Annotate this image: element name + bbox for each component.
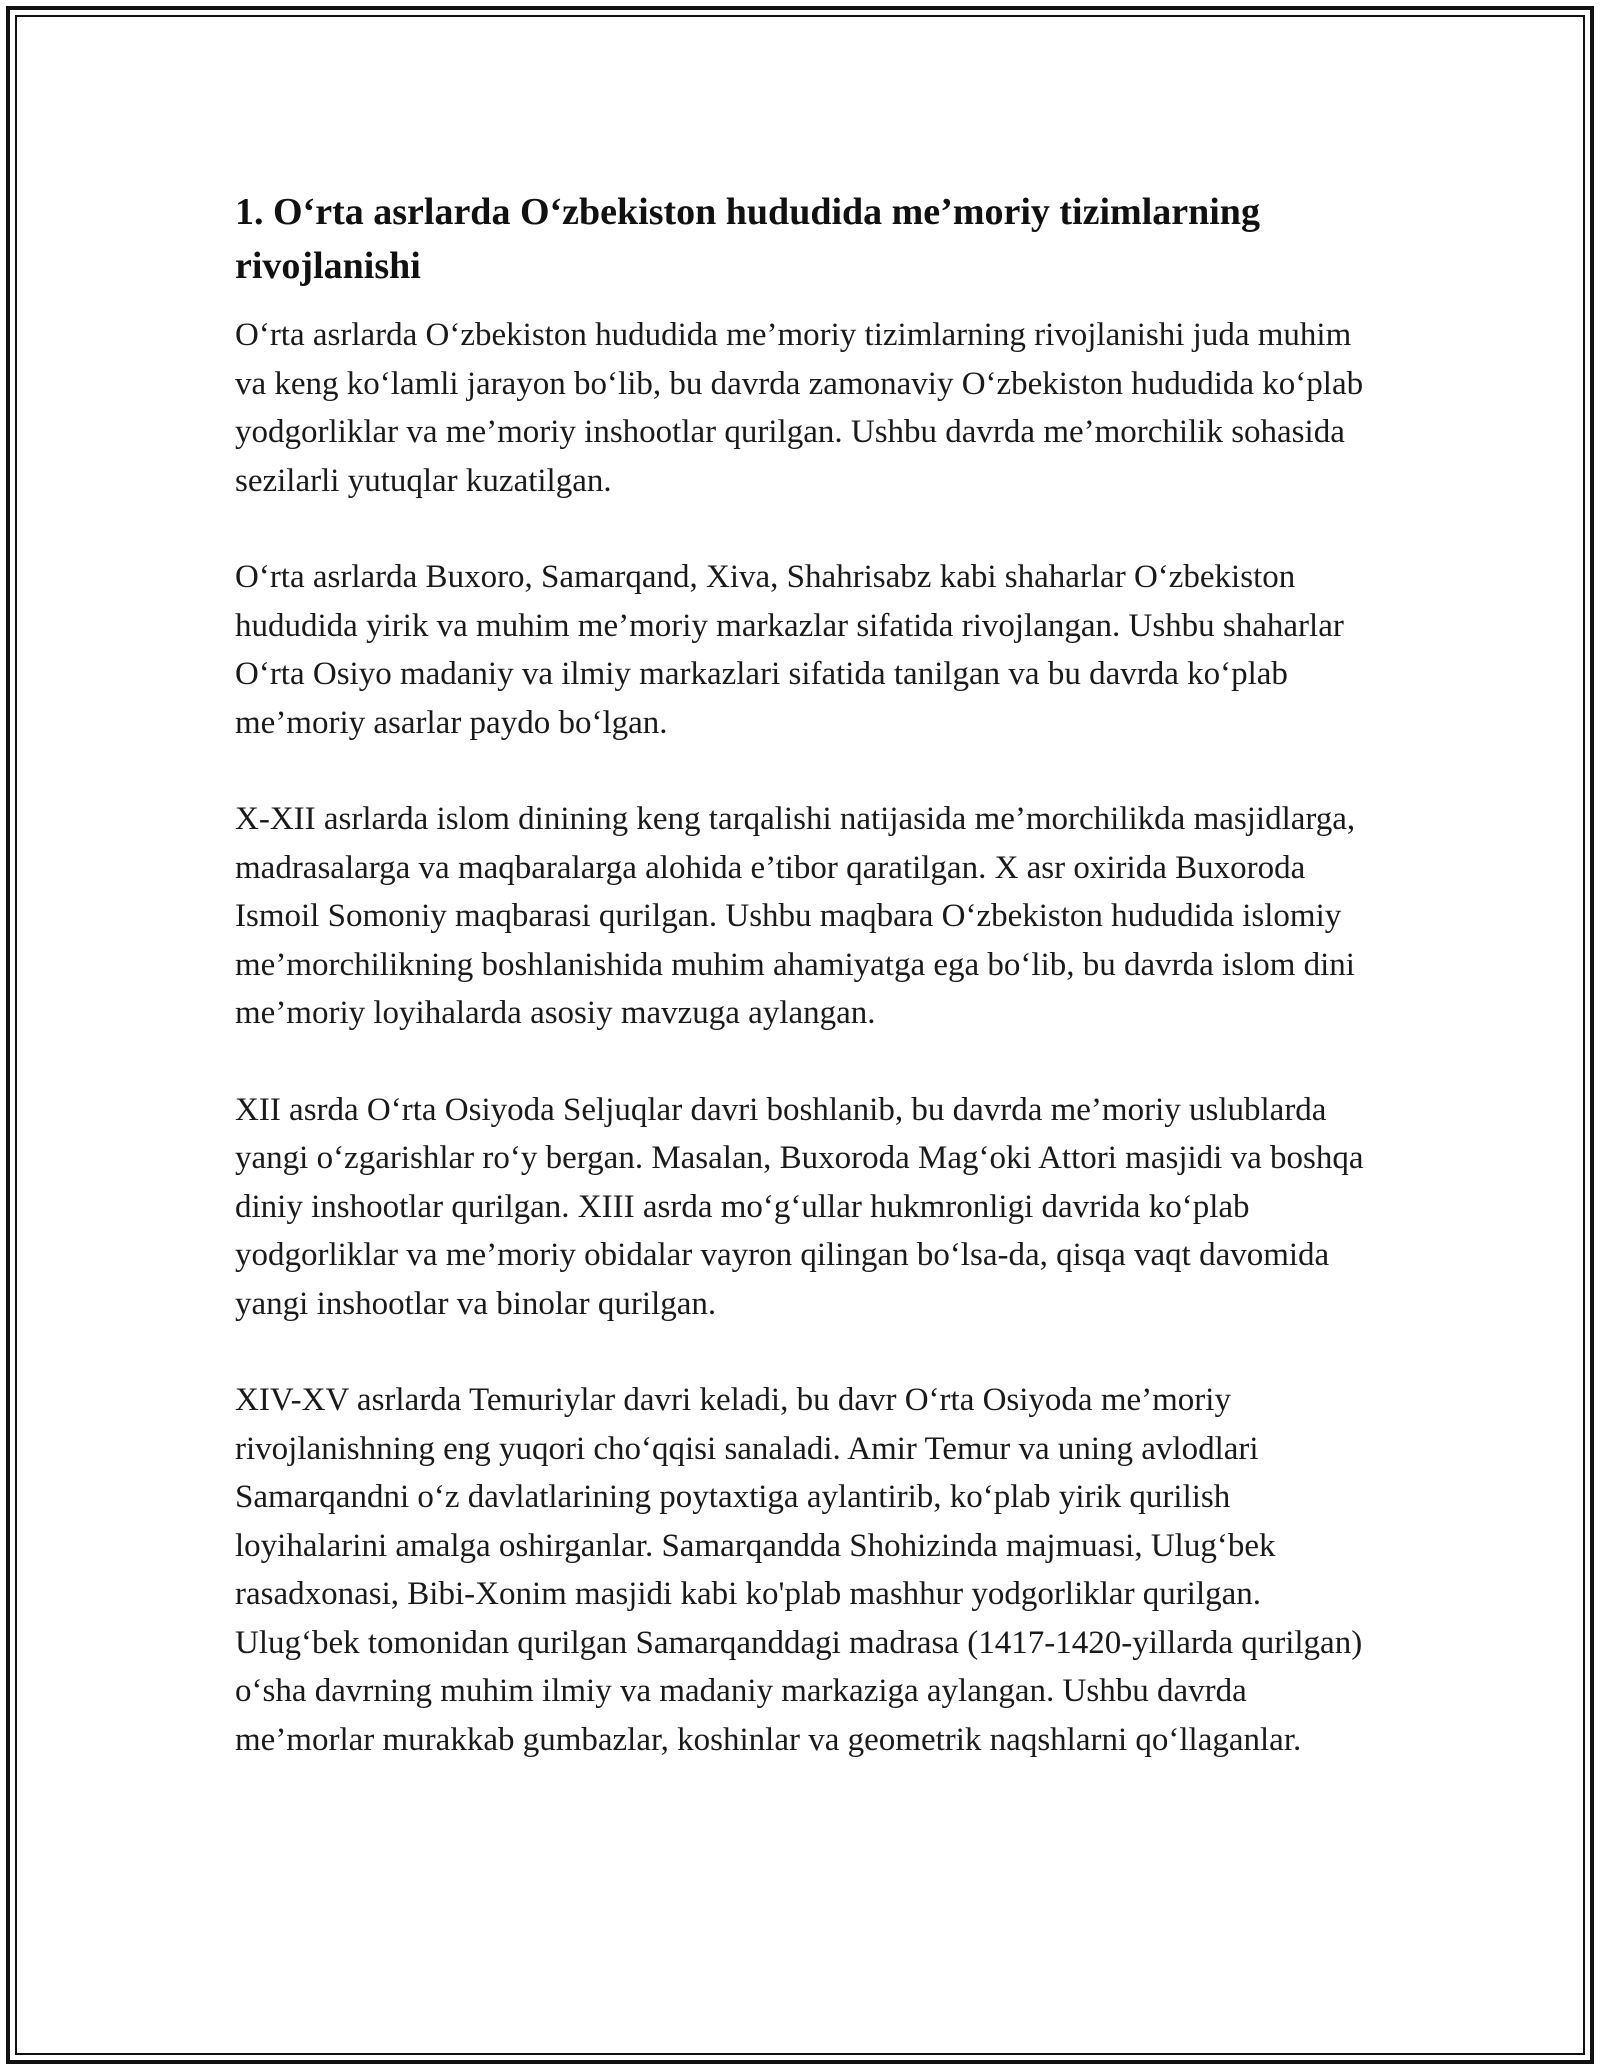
paragraph-1: O‘rta asrlarda O‘zbekiston hududida me’moriy tizimlarning rivojlanishi juda muhim va keng ko‘lamli jarayon bo‘lib, bu davrda zamonaviy O‘zbekiston hududida ko‘plab yodgorliklar va me’moriy inshootlar qurilgan. Ushbu davrda me’morchilik sohasida sezilarli yutuqlar kuzatilgan. — [235, 317, 1364, 499]
paragraph-4: XII asrda O‘rta Osiyoda Seljuqlar davri boshlanib, bu davrda me’moriy uslublarda yangi o‘zgarishlar ro‘y bergan. Masalan, Buxoroda Mag‘oki Attori masjidi va boshqa diniy inshootlar qurilgan. XIII asrda mo‘g‘ullar hukmronligi davrida ko‘plab yodgorliklar va me’moriy obidalar vayron qilingan bo‘lsa-da, qisqa vaqt davomida yangi inshootlar va binolar qurilgan. — [235, 1091, 1364, 1322]
paragraph-5: XIV-XV asrlarda Temuriylar davri keladi, bu davr O‘rta Osiyoda me’moriy rivojlanishning eng yuqori cho‘qqisi sanaladi. Amir Temur va uning avlodlari Samarqandni o‘z davlatlarining poytaxtiga aylantirib, ko‘plab yirik qurilish loyihalarini amalga oshirganlar. Samarqandda Shohizinda majmuasi, Ulug‘bek rasadxonasi, Bibi-Xonim masjidi kabi ko'plab mashhur yodgorliklar qurilgan. Ulug‘bek tomonidan qurilgan Samarqanddagi madrasa (1417-1420-yillarda qurilgan) o‘sha davrning muhim ilmiy va madaniy markaziga aylangan. Ushbu davrda me’morlar murakkab gumbazlar, koshinlar va geometrik naqshlarni qo‘llaganlar. — [235, 1382, 1363, 1758]
paragraph-3: X-XII asrlarda islom dinining keng tarqalishi natijasida me’morchilikda masjidlarga, madrasalarga va maqbaralarga alohida e’tibor qaratilgan. X asr oxirida Buxoroda Ismoil Somoniy maqbarasi qurilgan. Ushbu maqbara O‘zbekiston hududida islomiy me’morchilikning boshlanishida muhim ahamiyatga ega bo‘lib, bu davrda islom dini me’moriy loyihalarda asosiy mavzuga aylangan. — [235, 801, 1356, 1031]
section-heading: 1. O‘rta asrlarda O‘zbekiston hududida me’moriy tizimlarning rivojlanishi — [235, 191, 1260, 287]
paragraph-2: O‘rta asrlarda Buxoro, Samarqand, Xiva, Shahrisabz kabi shaharlar O‘zbekiston hududida yirik va muhim me’moriy markazlar sifatida rivojlangan. Ushbu shaharlar O‘rta Osiyo madaniy va ilmiy markazlari sifatida tanilgan va bu davrda ko‘plab me’moriy asarlar paydo bo‘lgan. — [235, 559, 1344, 741]
document-content — [235, 185, 1375, 1764]
